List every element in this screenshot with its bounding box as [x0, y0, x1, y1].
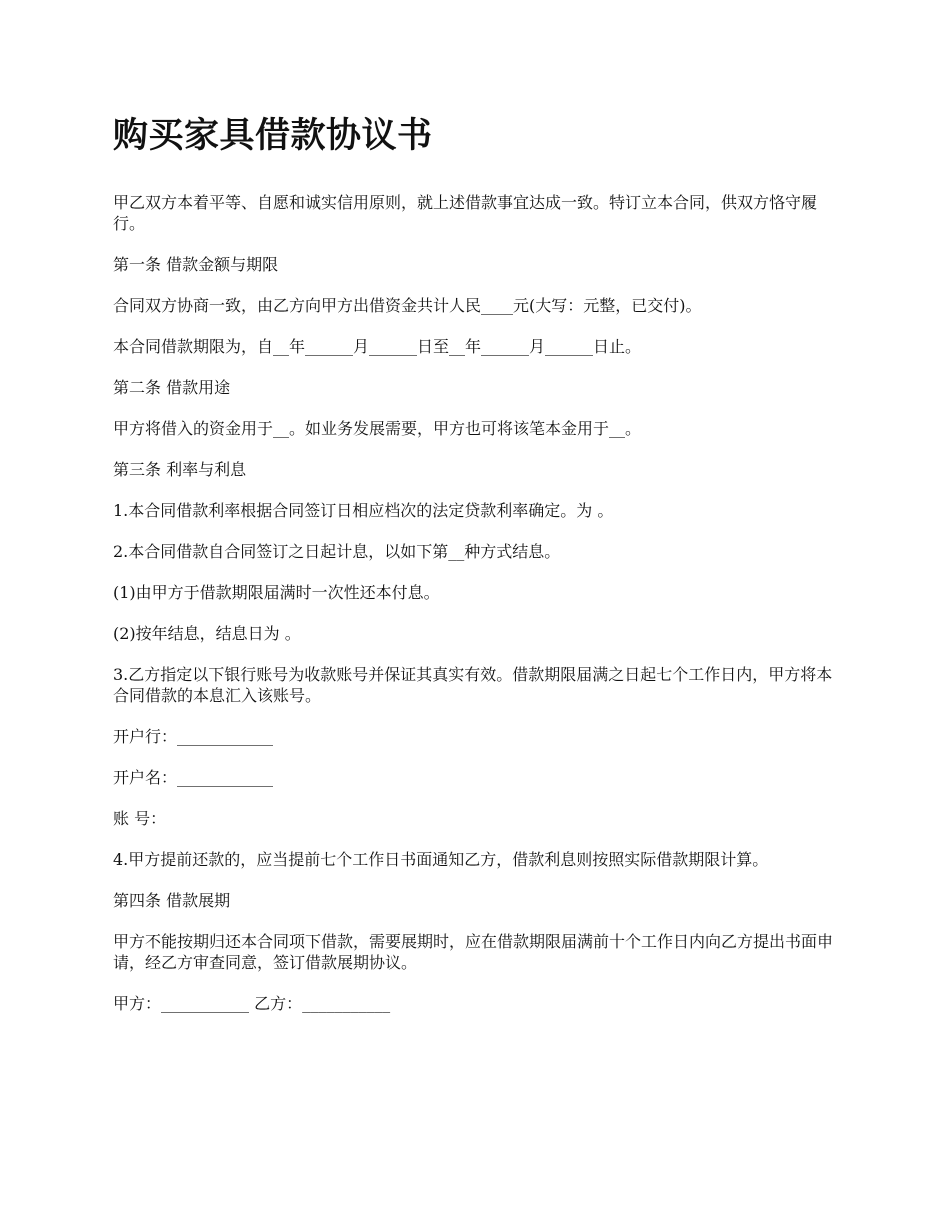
- early-repayment-paragraph: 4.甲方提前还款的，应当提前七个工作日书面通知乙方，借款利息则按照实际借款期限计算。: [113, 850, 769, 869]
- loan-amount-paragraph: 合同双方协商一致，由乙方向甲方出借资金共计人民____元(大写：元整，已交付)。: [113, 296, 702, 315]
- article-2-heading: 第二条 借款用途: [113, 378, 231, 397]
- intro-paragraph: 甲乙双方本着平等、自愿和诚实信用原则，就上述借款事宜达成一致。特订立本合同，供双方恪守履行。: [113, 193, 818, 233]
- article-1-heading: 第一条 借款金额与期限: [113, 255, 279, 274]
- extension-paragraph: 甲方不能按期归还本合同项下借款，需要展期时，应在借款期限届满前十个工作日内向乙方提出书面申请，经乙方审查同意，签订借款展期协议。: [113, 932, 834, 972]
- repayment-option-2: (2)按年结息，结息日为 。: [113, 624, 301, 643]
- interest-rate-paragraph: 1.本合同借款利率根据合同签订日相应档次的法定贷款利率确定。为 。: [113, 501, 614, 520]
- repayment-option-1: (1)由甲方于借款期限届满时一次性还本付息。: [113, 583, 440, 602]
- account-holder-field: 开户名：____________: [113, 768, 274, 787]
- loan-purpose-paragraph: 甲方将借入的资金用于__。如业务发展需要，甲方也可将该笔本金用于__。: [113, 419, 642, 438]
- interest-method-paragraph: 2.本合同借款自合同签订之日起计息，以如下第__种方式结息。: [113, 542, 561, 561]
- article-4-heading: 第四条 借款展期: [113, 891, 231, 910]
- bank-name-field: 开户行：____________: [113, 727, 274, 746]
- account-number-field: 账 号：: [113, 809, 167, 828]
- bank-account-paragraph: 3.乙方指定以下银行账号为收款账号并保证其真实有效。借款期限届满之日起七个工作日内，甲方将本合同借款的本息汇入该账号。: [113, 665, 833, 705]
- document-title: 购买家具借款协议书: [113, 115, 433, 156]
- document-body: [113, 112, 840, 1034]
- article-3-heading: 第三条 利率与利息: [113, 460, 247, 479]
- loan-term-paragraph: 本合同借款期限为，自__年______月______日至__年______月______日止。: [113, 337, 642, 356]
- signature-line: 甲方：___________ 乙方：___________: [113, 994, 391, 1013]
